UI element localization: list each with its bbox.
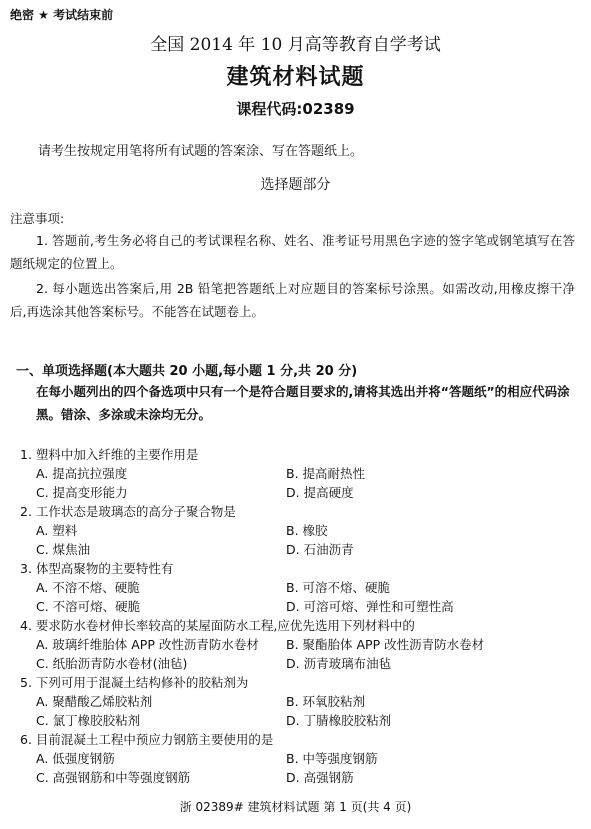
page-footer: 浙 02389# 建筑材料试题 第 1 页(共 4 页) — [179, 800, 412, 814]
question-list — [0, 445, 591, 787]
option-d: D. 高强钢筋 — [286, 770, 354, 785]
option-b: B. 聚酯胎体 APP 改性沥青防水卷材 — [286, 637, 485, 652]
option-c: C. 高强钢筋和中等强度钢筋 — [36, 770, 191, 785]
option-c: C. 提高变形能力 — [36, 485, 128, 500]
notes-heading: 注意事项: — [10, 211, 65, 226]
question-stem: 1. 塑料中加入纤维的主要作用是 — [20, 447, 199, 462]
option-a: A. 低强度钢筋 — [36, 751, 115, 766]
question-stem: 5. 下列可用于混凝土结构修补的胶粘剂为 — [20, 675, 249, 690]
question-stem: 3. 体型高聚物的主要特性有 — [20, 561, 174, 576]
question-stem: 2. 工作状态是玻璃态的高分子聚合物是 — [20, 504, 236, 519]
option-c: C. 不溶可熔、硬脆 — [36, 599, 141, 614]
part-description: 在每小题列出的四个备选项中只有一个是符合题目要求的,请将其选出并将“答题纸”的相应代码涂黑。错涂、多涂或未涂均无分。 — [36, 384, 570, 422]
secret-label: 绝密 ★ 考试结束前 — [10, 8, 114, 22]
option-b: B. 环氧胶粘剂 — [286, 694, 366, 709]
option-b: B. 可溶不熔、硬脆 — [286, 580, 391, 595]
option-c: C. 纸胎沥青防水卷材(油毡) — [36, 656, 188, 671]
option-d: D. 提高硬度 — [286, 485, 354, 500]
question-stem: 4. 要求防水卷材伸长率较高的某屋面防水工程,应优先选用下列材料中的 — [20, 618, 415, 633]
question-item — [0, 673, 591, 730]
option-a: A. 塑料 — [36, 523, 78, 538]
option-b: B. 提高耐热性 — [286, 466, 366, 481]
option-d: D. 石油沥青 — [286, 542, 354, 557]
option-a: A. 聚醋酸乙烯胶粘剂 — [36, 694, 153, 709]
instruction-text: 请考生按规定用笔将所有试题的答案涂、写在答题纸上。 — [38, 144, 364, 159]
option-b: B. 中等强度钢筋 — [286, 751, 378, 766]
option-a: A. 提高抗拉强度 — [36, 466, 128, 481]
question-item — [0, 445, 591, 502]
option-d: D. 沥青玻璃布油毡 — [286, 656, 392, 671]
note-item: 2. 每小题选出答案后,用 2B 铅笔把答题纸上对应题目的答案标号涂黑。如需改动,用橡皮擦干净后,再选涂其他答案标号。不能答在试题卷上。 — [10, 281, 575, 319]
question-item — [0, 616, 591, 673]
question-item — [0, 559, 591, 616]
question-item — [0, 730, 591, 787]
course-code: 课程代码:02389 — [236, 100, 355, 118]
option-b: B. 橡胶 — [286, 523, 328, 538]
note-item: 1. 答题前,考生务必将自己的考试课程名称、姓名、准考证号用黑色字迹的签字笔或钢笔填写在答题纸规定的位置上。 — [10, 233, 575, 271]
question-item — [0, 502, 591, 559]
question-stem: 6. 目前混凝土工程中预应力钢筋主要使用的是 — [20, 732, 274, 747]
option-a: A. 玻璃纤维胎体 APP 改性沥青防水卷材 — [36, 637, 259, 652]
option-a: A. 不溶不熔、硬脆 — [36, 580, 140, 595]
option-d: D. 可溶可熔、弹性和可塑性高 — [286, 599, 454, 614]
option-c: C. 煤焦油 — [36, 542, 91, 557]
part-heading: 一、单项选择题(本大题共 20 小题,每小题 1 分,共 20 分) — [16, 364, 358, 379]
option-d: D. 丁腈橡胶胶粘剂 — [286, 713, 392, 728]
exam-title: 全国 2014 年 10 月高等教育自学考试 — [150, 35, 441, 55]
section-title: 选择题部分 — [260, 177, 331, 193]
subject-title: 建筑材料试题 — [226, 65, 365, 90]
option-c: C. 氯丁橡胶胶粘剂 — [36, 713, 141, 728]
